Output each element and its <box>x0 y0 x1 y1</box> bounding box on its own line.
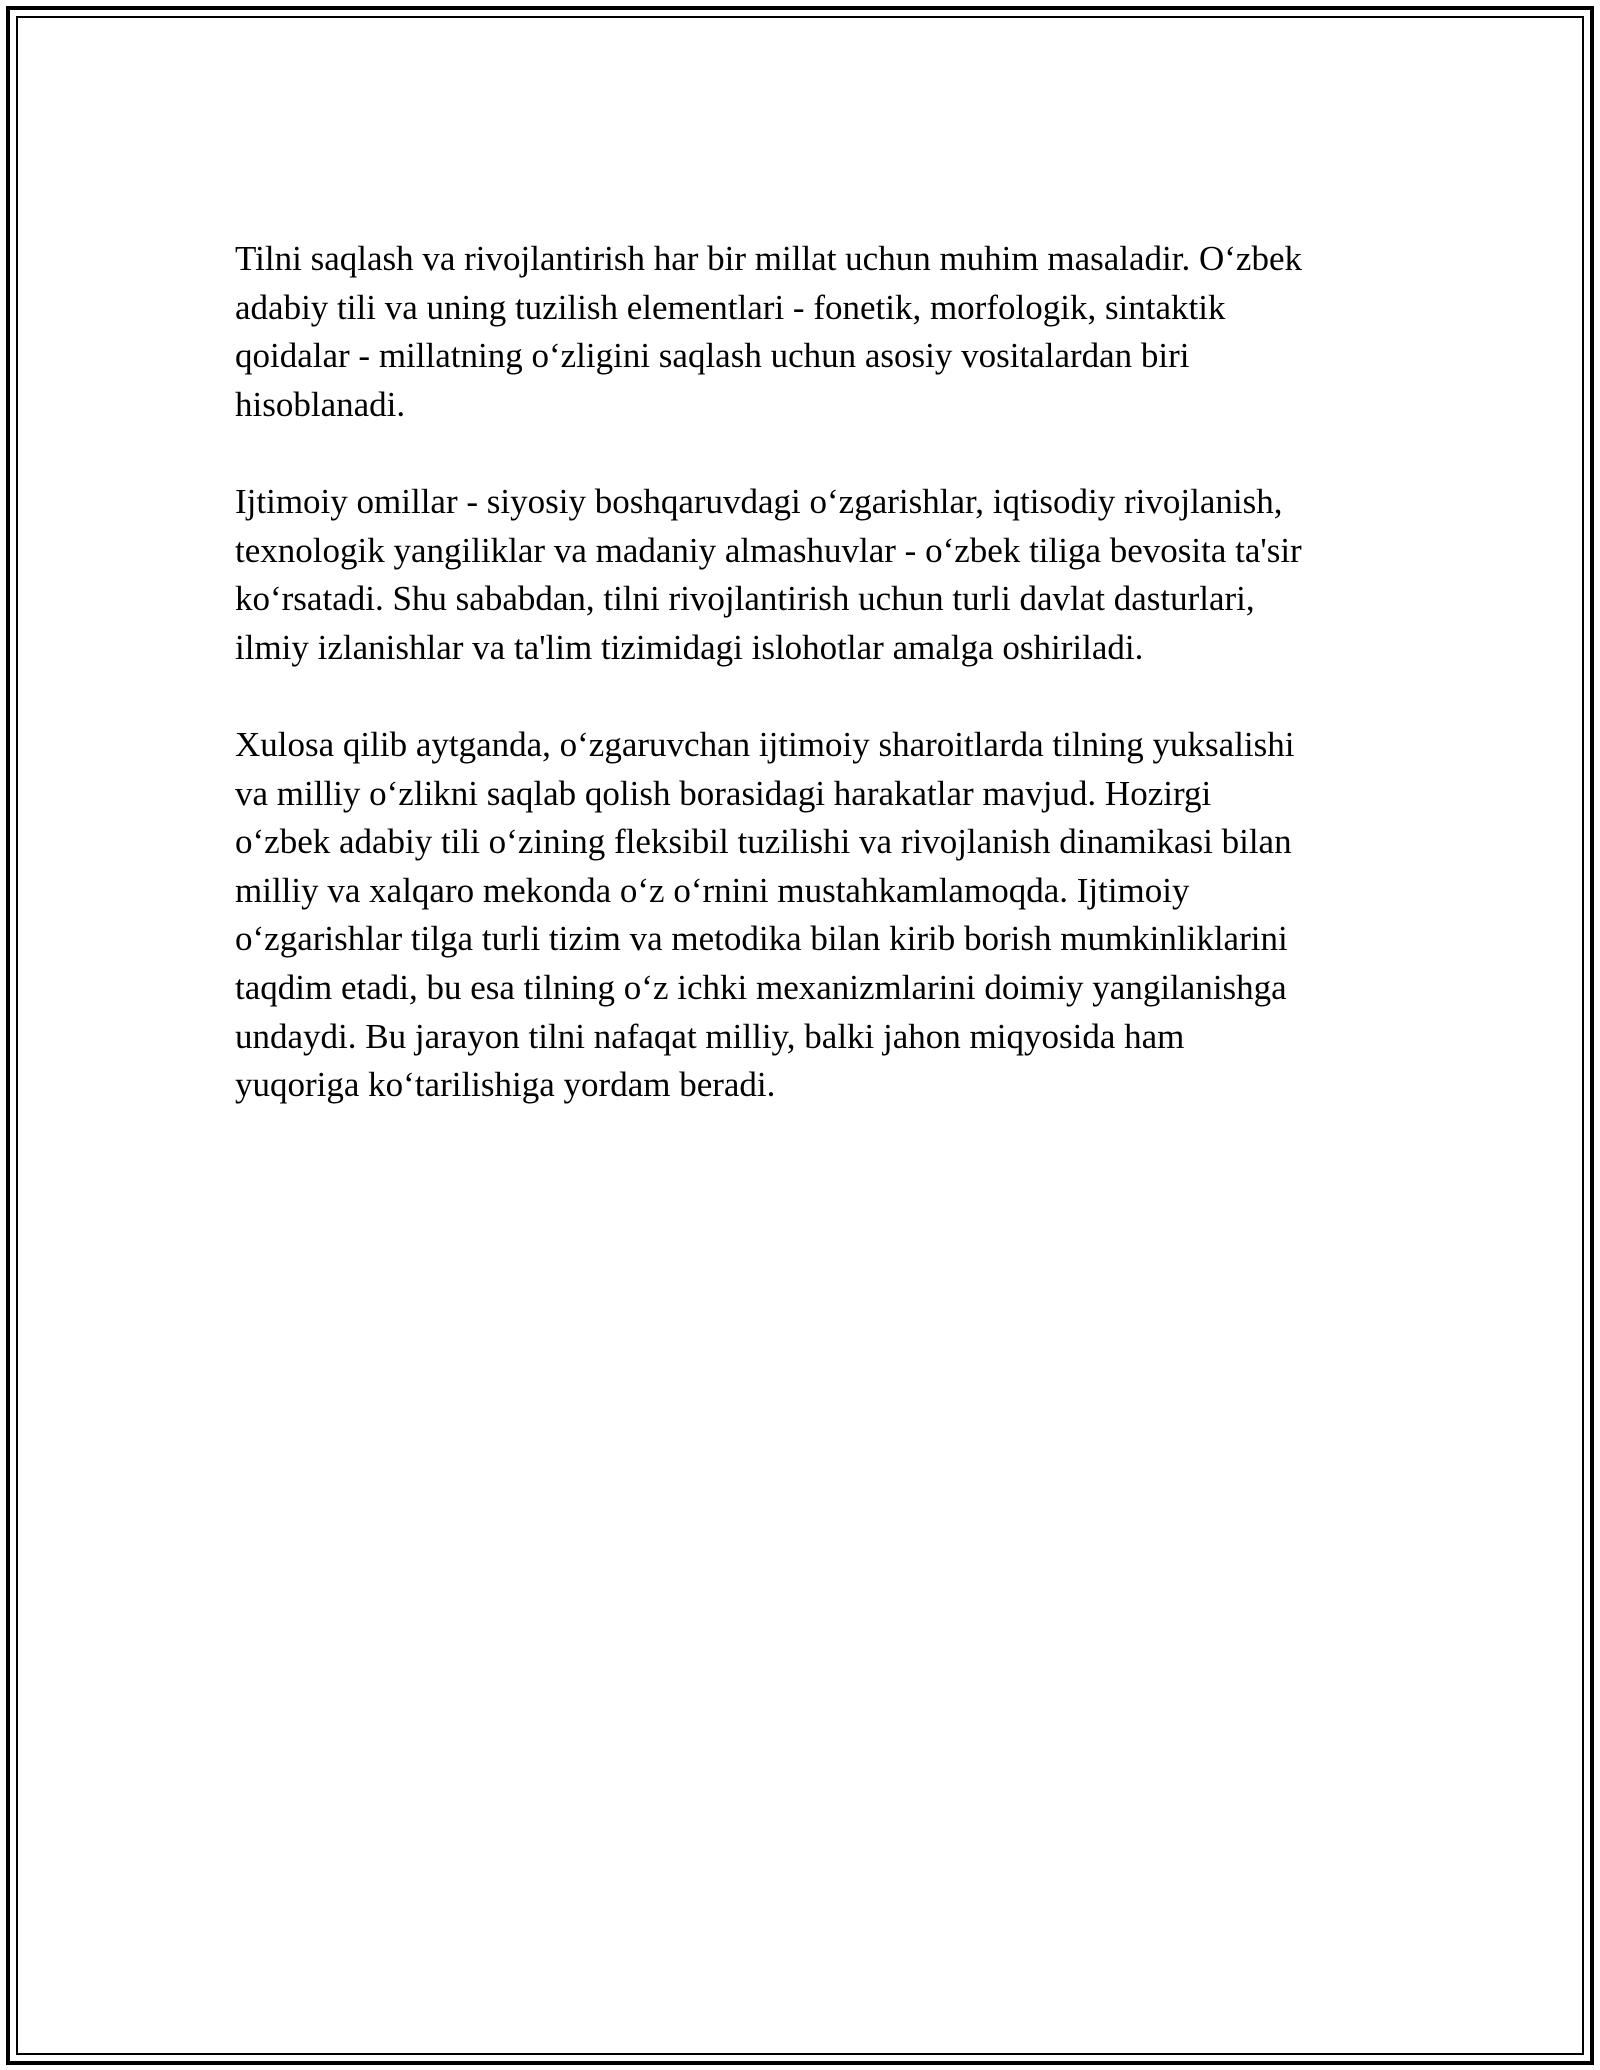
paragraph-2: Ijtimoiy omillar - siyosiy boshqaruvdagi o‘zgarishlar, iqtisodiy rivojlanish, texnologik yangiliklar va madaniy almashuvlar - o‘zbek tiliga bevosita ta'sir ko‘rsatadi. Shu sababdan, tilni rivojlantirish uchun turli davlat dasturlari, ilmiy izlanishlar va ta'lim tizimidagi islohotlar amalga oshiriladi. <box>235 481 1302 667</box>
paragraph-3: Xulosa qilib aytganda, o‘zgaruvchan ijtimoiy sharoitlarda tilning yuksalishi va milliy o‘zlikni saqlab qolish borasidagi harakatlar mavjud. Hozirgi o‘zbek adabiy tili o‘zining fleksibil tuzilishi va rivojlanish dinamikasi bilan milliy va xalqaro mekonda o‘z o‘rnini mustahkamlamoqda. Ijtimoiy o‘zgarishlar tilga turli tizim va metodika bilan kirib borish mumkinliklarini taqdim etadi, bu esa tilning o‘z ichki mexanizmlarini doimiy yangilanishga undaydi. Bu jarayon tilni nafaqat milliy, balki jahon miqyosida ham yuqoriga ko‘tarilishiga yordam beradi. <box>235 724 1295 1105</box>
paragraph-1: Tilni saqlash va rivojlantirish har bir millat uchun muhim masaladir. O‘zbek adabiy tili va uning tuzilish elementlari - fonetik, morfologik, sintaktik qoidalar - millatning o‘zligini saqlash uchun asosiy vositalardan biri hisoblanadi. <box>235 239 1303 424</box>
document-body <box>235 235 1385 1158</box>
